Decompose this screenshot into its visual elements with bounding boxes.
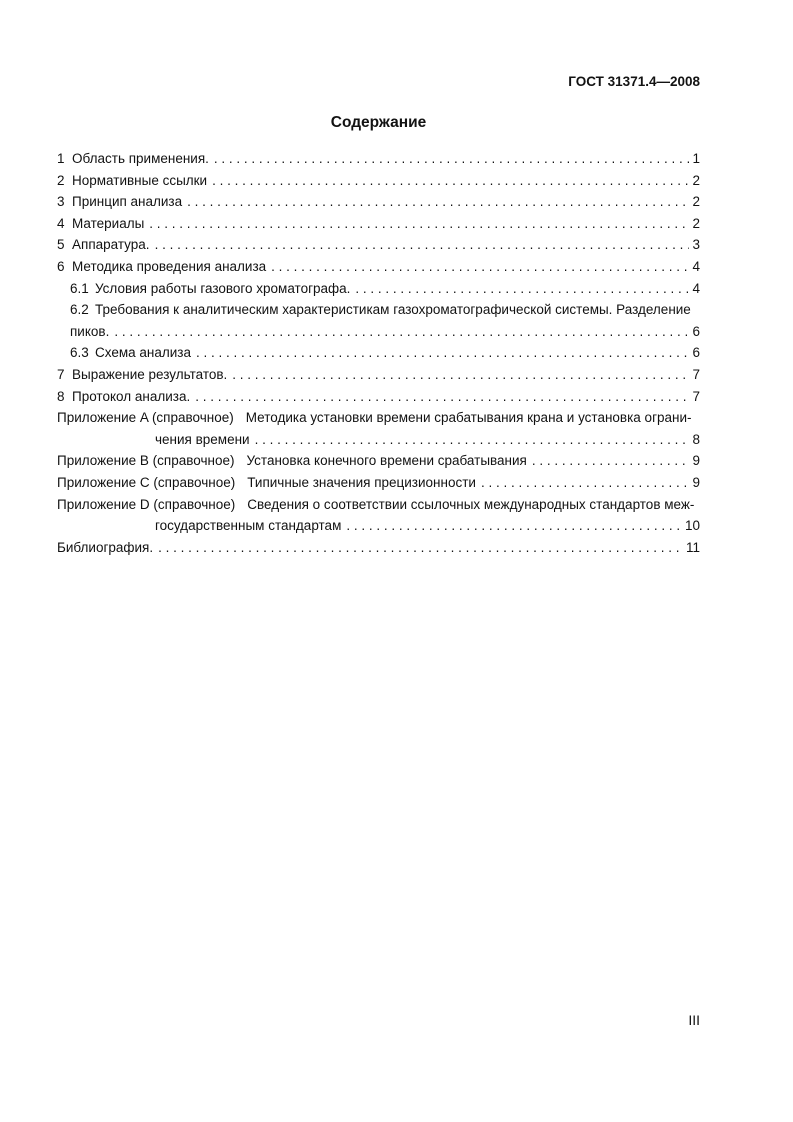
toc-entry bbox=[57, 450, 700, 472]
dot-leader bbox=[271, 256, 689, 278]
toc-entry-title: Установка конечного времени срабатывания bbox=[246, 453, 527, 469]
toc-entry-line-1 bbox=[57, 494, 700, 516]
toc-entry-number: 6.1 bbox=[70, 280, 89, 296]
dot-leader bbox=[214, 148, 690, 170]
toc-entry-title: Протокол анализа. bbox=[72, 388, 191, 404]
toc-entry bbox=[57, 299, 700, 342]
toc-entry-title: Схема анализа bbox=[95, 345, 191, 361]
dot-leader bbox=[346, 515, 682, 537]
toc-entry bbox=[57, 472, 700, 494]
dot-leader bbox=[149, 213, 689, 235]
toc-entry-number: 4 bbox=[57, 215, 65, 231]
toc-entry-title-continued: чения времени bbox=[155, 431, 250, 447]
dot-leader bbox=[232, 364, 689, 386]
toc-entry bbox=[57, 234, 700, 256]
toc-entry-number: 7 bbox=[57, 366, 65, 382]
table-of-contents bbox=[57, 148, 700, 558]
toc-entry-title: Сведения о соответствии ссылочных международных стандартов меж- bbox=[247, 496, 695, 512]
appendix-label: Приложение D (справочное) bbox=[57, 496, 236, 512]
toc-entry-page: 2 bbox=[692, 172, 700, 188]
toc-entry-page: 11 bbox=[685, 539, 700, 555]
toc-entry-title: Материалы bbox=[72, 215, 145, 231]
toc-entry-page: 2 bbox=[692, 194, 700, 210]
toc-entry bbox=[57, 256, 700, 278]
dot-leader bbox=[155, 234, 690, 256]
toc-entry-number: 8 bbox=[57, 388, 65, 404]
toc-entry-title: Принцип анализа bbox=[72, 194, 183, 210]
toc-entry-number: 5 bbox=[57, 237, 65, 253]
toc-heading: Содержание bbox=[330, 114, 427, 131]
toc-entry-title: Требования к аналитическим характеристикам газохроматографической системы. Разделение bbox=[95, 302, 691, 318]
dot-leader bbox=[212, 170, 689, 192]
toc-entry-title-continued: пиков. bbox=[70, 323, 110, 339]
toc-entry-title: Выражение результатов. bbox=[72, 366, 228, 382]
toc-entry-page: 6 bbox=[692, 323, 700, 339]
toc-entry-title: Библиография. bbox=[57, 539, 154, 555]
toc-entry bbox=[57, 342, 700, 364]
toc-entry bbox=[57, 148, 700, 170]
toc-entry-line-1 bbox=[57, 299, 700, 321]
dot-leader bbox=[355, 278, 689, 300]
toc-entry-page: 9 bbox=[692, 474, 700, 490]
toc-entry-title: Методика установки времени срабатывания крана и установка ограни- bbox=[245, 410, 692, 426]
toc-entry-line-2 bbox=[57, 429, 700, 451]
dot-leader bbox=[187, 191, 689, 213]
page-content bbox=[57, 0, 700, 558]
appendix-label: Приложение B (справочное) bbox=[57, 453, 235, 469]
dot-leader bbox=[158, 537, 683, 559]
toc-entry-page: 3 bbox=[692, 237, 700, 253]
toc-entry-line-2 bbox=[57, 321, 700, 343]
toc-entry-number: 6.3 bbox=[70, 345, 89, 361]
toc-entry-page: 2 bbox=[692, 215, 700, 231]
toc-entry-title: Область применения. bbox=[72, 151, 209, 166]
toc-entry bbox=[57, 170, 700, 192]
toc-entry-title: Нормативные ссылки bbox=[72, 172, 208, 188]
toc-entry-page: 4 bbox=[692, 280, 700, 296]
toc-entry-line-2 bbox=[57, 515, 700, 537]
page-number: III bbox=[688, 1012, 700, 1028]
toc-entry-number: 3 bbox=[57, 194, 65, 210]
dot-leader bbox=[114, 321, 689, 343]
toc-entry-page: 9 bbox=[692, 453, 700, 469]
toc-entry bbox=[57, 213, 700, 235]
toc-entry-title: Аппаратура. bbox=[72, 237, 150, 253]
document-code: ГОСТ 31371.4—2008 bbox=[568, 74, 700, 89]
toc-entry-number: 6.2 bbox=[70, 302, 89, 318]
toc-entry-page: 7 bbox=[692, 388, 700, 404]
toc-entry bbox=[57, 278, 700, 300]
toc-entry-number: 2 bbox=[57, 172, 65, 188]
toc-entry-page: 6 bbox=[692, 345, 700, 361]
appendix-label: Приложение A (справочное) bbox=[57, 410, 234, 426]
toc-entry-title: Условия работы газового хроматографа. bbox=[95, 280, 351, 296]
toc-entry-title-continued: государственным стандартам bbox=[155, 518, 342, 534]
toc-entry bbox=[57, 386, 700, 408]
dot-leader bbox=[255, 429, 690, 451]
toc-entry bbox=[57, 191, 700, 213]
toc-entry bbox=[57, 494, 700, 537]
toc-entry bbox=[57, 364, 700, 386]
toc-entry-page: 10 bbox=[684, 518, 700, 534]
toc-entry-number: 1 bbox=[57, 151, 65, 166]
toc-entry-title: Методика проведения анализа bbox=[72, 258, 267, 274]
dot-leader bbox=[481, 472, 690, 494]
dot-leader bbox=[532, 450, 690, 472]
toc-entry-number: 6 bbox=[57, 258, 65, 274]
dot-leader bbox=[196, 342, 690, 364]
dot-leader bbox=[195, 386, 689, 408]
appendix-label: Приложение C (справочное) bbox=[57, 474, 236, 490]
toc-entry-page: 4 bbox=[692, 258, 700, 274]
toc-entry bbox=[57, 537, 700, 559]
toc-entry-title: Типичные значения прецизионности bbox=[247, 474, 476, 490]
toc-entry-page: 8 bbox=[692, 431, 700, 447]
toc-entry-page: 1 bbox=[692, 151, 700, 166]
toc-entry-line-1 bbox=[57, 407, 700, 429]
toc-entry bbox=[57, 407, 700, 450]
toc-entry-page: 7 bbox=[692, 366, 700, 382]
